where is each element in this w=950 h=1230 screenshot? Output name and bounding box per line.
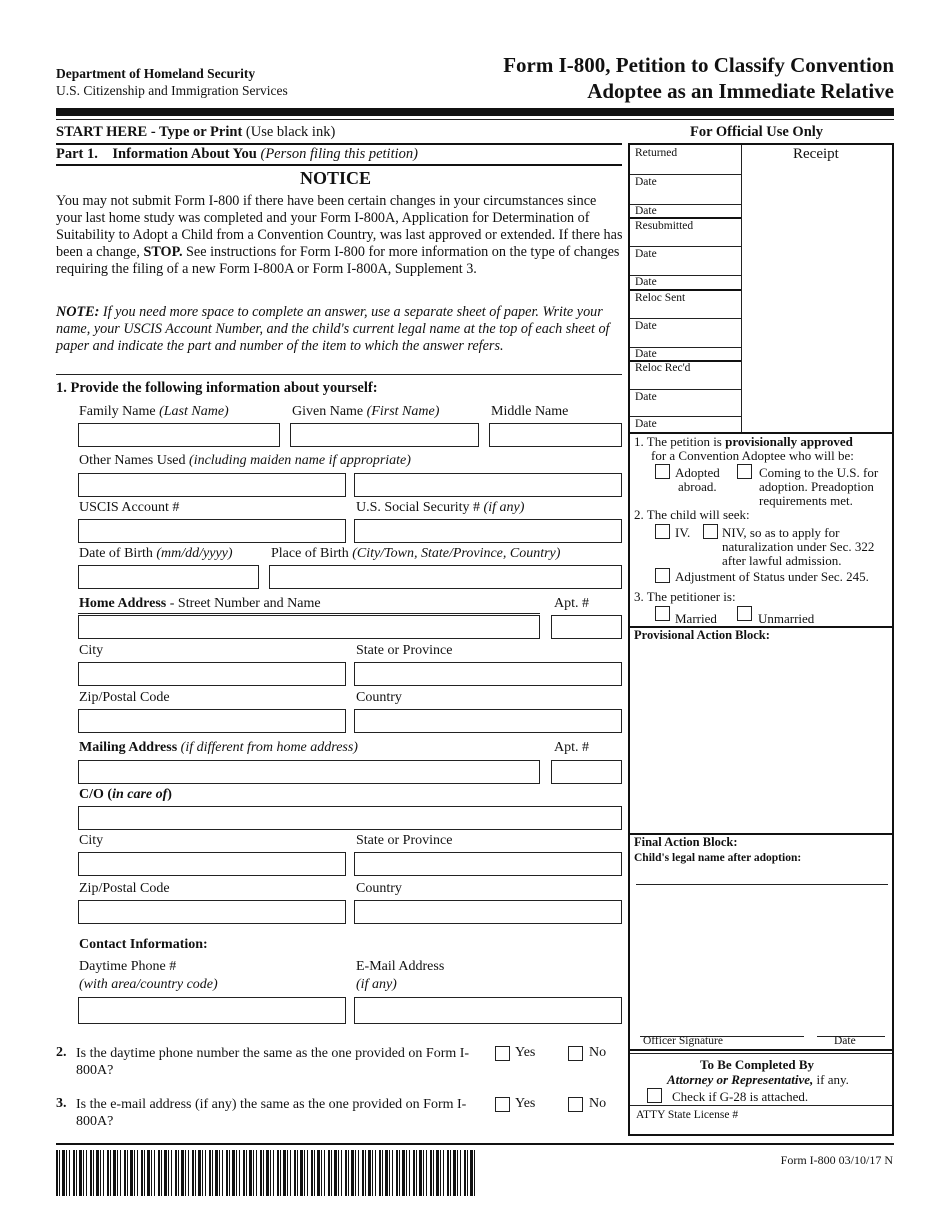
uscis-account-input[interactable] (78, 519, 346, 543)
approval-line2: for a Convention Adoptee who will be: (651, 448, 854, 463)
unmarried-label: Unmarried (758, 611, 815, 626)
uscis-account-label: USCIS Account # (79, 500, 180, 515)
q2-number: 2. (56, 1045, 67, 1060)
home-zip-input[interactable] (78, 709, 346, 733)
barcode (56, 1150, 476, 1196)
pob-input[interactable] (269, 565, 622, 589)
reloc-recd-date-2: Date (635, 418, 657, 430)
middle-name-label: Middle Name (491, 404, 569, 419)
family-name-input[interactable] (78, 423, 280, 447)
iv-label: IV. (675, 525, 691, 540)
mailing-country-label: Country (356, 881, 402, 896)
care-of-input[interactable] (78, 806, 622, 830)
home-country-label: Country (356, 690, 402, 705)
home-apt-label: Apt. # (554, 596, 589, 611)
mailing-country-input[interactable] (354, 900, 622, 924)
contact-info-label: Contact Information: (79, 937, 208, 952)
receipt-divider (741, 145, 742, 433)
resubmitted-date-1: Date (635, 248, 657, 260)
notice-paragraph: You may not submit Form I-800 if there have been certain changes in your circumstances since your last home study was completed and your Form I-800A, Application for Determination of Suitability to Adopt a Child from a Convention Country, was last approved or extended. If there has been a change, STOP. See instructions for Form I-800 for more information on the type of changes requiring the filing of a new Form I-800A or Form I-800A, Supplement 3. (56, 193, 623, 277)
adopted-abroad-checkbox[interactable] (655, 464, 670, 479)
coming-line3: requirements met. (759, 493, 853, 508)
reloc-sent-date-1: Date (635, 320, 657, 332)
row-rule-6 (630, 289, 741, 291)
attorney-label: Attorney or Representative, if any. (667, 1072, 849, 1087)
q3-yes-checkbox[interactable] (495, 1097, 510, 1112)
mailing-street-input[interactable] (78, 760, 540, 784)
daytime-phone-hint: (with area/country code) (79, 977, 218, 992)
home-city-label: City (79, 643, 104, 658)
ssn-label: U.S. Social Security # (if any) (356, 500, 525, 515)
email-label: E-Mail Address (356, 959, 445, 974)
atty-license-label: ATTY State License # (636, 1109, 739, 1121)
other-names-label: Other Names Used (including maiden name if appropriate) (79, 453, 411, 468)
mailing-zip-input[interactable] (78, 900, 346, 924)
q3-yes-label: Yes (515, 1096, 536, 1111)
q2-text: Is the daytime phone number the same as the one provided on Form I-800A? (76, 1046, 470, 1078)
q2-no-checkbox[interactable] (568, 1046, 583, 1061)
final-action-block-label: Final Action Block: (634, 835, 738, 849)
q2-yes-label: Yes (515, 1045, 536, 1060)
unmarried-checkbox[interactable] (737, 606, 752, 621)
official-use-heading: For Official Use Only (690, 124, 824, 140)
reloc-recd-date-1: Date (635, 391, 657, 403)
adjustment-checkbox[interactable] (655, 568, 670, 583)
part1-bottom-rule (56, 164, 622, 166)
home-country-input[interactable] (354, 709, 622, 733)
given-name-label: Given Name (First Name) (292, 404, 440, 419)
note-paragraph: NOTE: If you need more space to complete an answer, use a separate sheet of paper. Write your name, your USCIS Account Number, and the child's current legal name at the top of each sheet of paper and indicate the part and number of the item to which the answer refers. (56, 304, 610, 354)
petitioner-status-label: 3. The petitioner is: (634, 589, 736, 604)
officer-signature-label: Officer Signature (643, 1035, 723, 1047)
mailing-state-input[interactable] (354, 852, 622, 876)
married-label: Married (675, 611, 717, 626)
home-apt-input[interactable] (551, 615, 622, 639)
email-input[interactable] (354, 997, 622, 1024)
mailing-address-label: Mailing Address (if different from home address) (79, 740, 358, 755)
resubmitted-date-2: Date (635, 276, 657, 288)
g28-label: Check if G-28 is attached. (672, 1089, 809, 1104)
g28-checkbox[interactable] (647, 1088, 662, 1103)
family-name-label: Family Name (Last Name) (79, 404, 229, 419)
final-bottom-rule-2 (630, 1053, 892, 1054)
pob-label: Place of Birth (City/Town, State/Province, Country) (271, 546, 561, 561)
provisional-action-block-label: Provisional Action Block: (634, 628, 770, 642)
approval-line1: 1. The petition is provisionally approved (634, 434, 853, 449)
q3-no-checkbox[interactable] (568, 1097, 583, 1112)
adjustment-label: Adjustment of Status under Sec. 245. (675, 569, 869, 584)
form-title-line1: Form I-800, Petition to Classify Convention (503, 53, 894, 77)
reloc-sent-date-2: Date (635, 348, 657, 360)
given-name-input[interactable] (290, 423, 479, 447)
home-city-input[interactable] (78, 662, 346, 686)
child-legal-name-line (636, 884, 888, 885)
header-thin-rule (56, 119, 894, 120)
coming-line2: adoption. Preadoption (759, 479, 874, 494)
dob-label: Date of Birth (mm/dd/yyyy) (79, 546, 233, 561)
part1-top-rule (56, 143, 622, 145)
mailing-state-label: State or Province (356, 833, 453, 848)
final-bottom-rule (630, 1049, 892, 1051)
adopted-label: Adopted (675, 465, 720, 480)
footer-rule (56, 1143, 894, 1145)
niv-line1: NIV, so as to apply for (722, 525, 840, 540)
mailing-city-label: City (79, 833, 104, 848)
receipt-label: Receipt (793, 146, 839, 162)
resubmitted-label: Resubmitted (635, 220, 694, 232)
home-street-input[interactable] (78, 615, 540, 639)
niv-line2: naturalization under Sec. 322 (722, 539, 875, 554)
q3-text: Is the e-mail address (if any) the same as the one provided on Form I-800A? (76, 1097, 467, 1129)
to-be-completed-label: To Be Completed By (700, 1057, 814, 1072)
item1-heading: 1. Provide the following information about yourself: (56, 380, 378, 396)
home-address-label: Home Address - Street Number and Name (79, 596, 321, 611)
reloc-sent-label: Reloc Sent (635, 292, 686, 304)
returned-date-2: Date (635, 205, 657, 217)
daytime-phone-input[interactable] (78, 997, 346, 1024)
home-state-input[interactable] (354, 662, 622, 686)
mailing-zip-label: Zip/Postal Code (79, 881, 170, 896)
other-names-input-2[interactable] (354, 473, 622, 497)
other-names-input-1[interactable] (78, 473, 346, 497)
row-rule-3 (630, 217, 741, 219)
home-address-rule (78, 613, 540, 614)
officer-date-label: Date (834, 1035, 856, 1047)
note-rule (56, 374, 622, 375)
form-title-line2: Adoptee as an Immediate Relative (587, 79, 894, 103)
q3-number: 3. (56, 1096, 67, 1111)
row-rule-11 (630, 416, 741, 417)
abroad-label: abroad. (678, 479, 717, 494)
coming-to-us-checkbox[interactable] (737, 464, 752, 479)
iv-checkbox[interactable] (655, 524, 670, 539)
mailing-city-input[interactable] (78, 852, 346, 876)
part1-heading: Part 1. Information About You (Person filing this petition) (56, 146, 418, 162)
returned-label: Returned (635, 147, 678, 159)
form-edition: Form I-800 03/10/17 N (780, 1153, 893, 1167)
agency-name: Department of Homeland Security (56, 66, 256, 81)
sub-agency-name: U.S. Citizenship and Immigration Services (56, 83, 288, 98)
ssn-input[interactable] (354, 519, 622, 543)
mailing-apt-input[interactable] (551, 760, 622, 784)
dob-input[interactable] (78, 565, 259, 589)
reloc-recd-label: Reloc Rec'd (635, 362, 691, 374)
notice-title: NOTICE (300, 168, 372, 188)
header-thick-rule (56, 108, 894, 116)
returned-date-1: Date (635, 176, 657, 188)
home-zip-label: Zip/Postal Code (79, 690, 170, 705)
row-rule-4 (630, 246, 741, 247)
daytime-phone-label: Daytime Phone # (79, 959, 177, 974)
q2-yes-checkbox[interactable] (495, 1046, 510, 1061)
row-rule-1 (630, 174, 741, 175)
q2-no-label: No (589, 1045, 607, 1060)
niv-checkbox[interactable] (703, 524, 718, 539)
start-here-label: START HERE - Type or Print (Use black ink) (56, 124, 336, 140)
child-legal-name-label: Child's legal name after adoption: (634, 852, 802, 864)
row-rule-7 (630, 318, 741, 319)
q3-no-label: No (589, 1096, 607, 1111)
niv-line3: after lawful admission. (722, 553, 842, 568)
care-of-label: C/O (in care of) (79, 787, 172, 802)
mailing-apt-label: Apt. # (554, 740, 589, 755)
row-rule-10 (630, 389, 741, 390)
atty-rule (630, 1105, 892, 1106)
coming-line1: Coming to the U.S. for (759, 465, 879, 480)
middle-name-input[interactable] (489, 423, 622, 447)
home-state-label: State or Province (356, 643, 453, 658)
married-checkbox[interactable] (655, 606, 670, 621)
email-hint: (if any) (356, 977, 397, 992)
child-seek-label: 2. The child will seek: (634, 507, 750, 522)
